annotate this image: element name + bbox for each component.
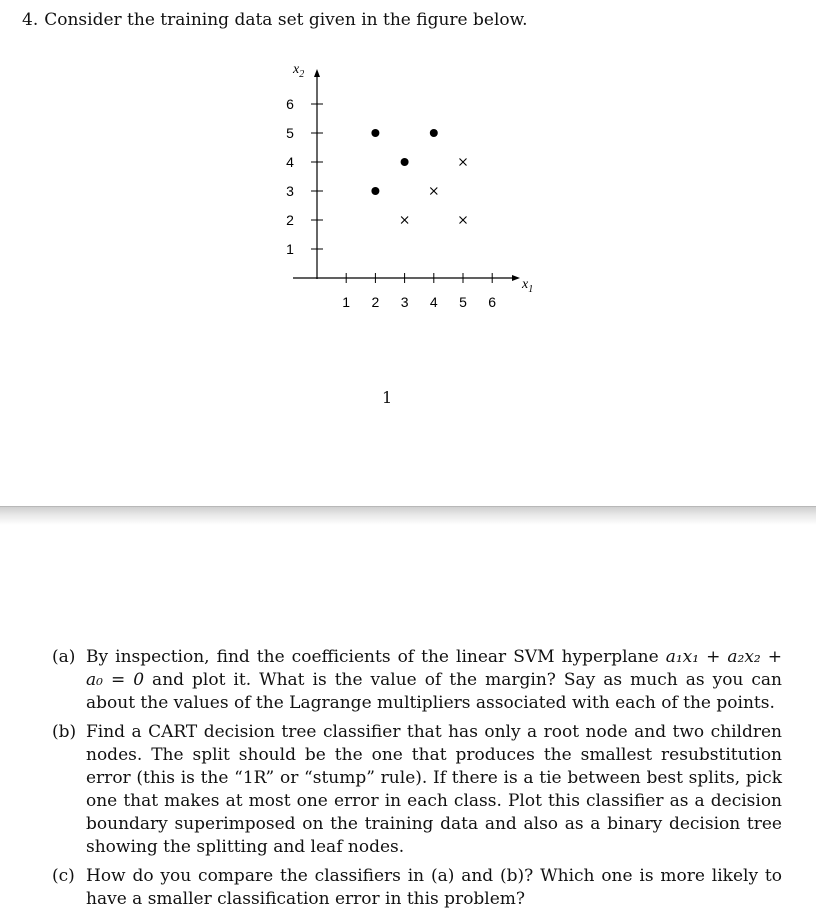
dot-point <box>430 129 438 137</box>
cross-point <box>460 159 467 166</box>
question-heading <box>22 10 528 30</box>
data-points <box>371 129 466 224</box>
y-tick-label: 6 <box>286 96 294 112</box>
y-tick-label: 3 <box>286 183 294 199</box>
part-text-continued: and plot it. What is the value of the margin? Say as much as you can about the values of the Lagrange multipliers associated with each of the points. <box>86 670 782 713</box>
cross-point <box>401 217 408 224</box>
dot-point <box>401 158 409 166</box>
part-text: How do you compare the classifiers in (a) and (b)? Which one is more likely to have a smaller classification error in this problem? <box>86 866 782 909</box>
x-tick-label: 6 <box>488 294 497 310</box>
x-tick-label: 2 <box>371 294 380 310</box>
part-label: (a) <box>52 647 76 667</box>
y-axis-label: $x_2$ <box>293 62 305 80</box>
y-axis-arrow <box>314 69 320 77</box>
x-tick-label: 5 <box>459 294 467 310</box>
part-label: (c) <box>52 866 75 886</box>
page-number: 1 <box>382 388 393 407</box>
y-tick-label: 2 <box>286 212 294 228</box>
x-tick-label: 4 <box>429 294 438 310</box>
question-text: Consider the training data set given in the figure below. <box>44 10 528 30</box>
page-divider <box>0 506 816 525</box>
x-axis-label: $x_1$ <box>522 277 534 295</box>
x-axis-arrow <box>512 275 520 281</box>
x-tick-label: 1 <box>342 294 351 310</box>
part-b <box>52 721 782 859</box>
part-label: (b) <box>52 722 77 742</box>
y-tick-label: 5 <box>286 125 294 141</box>
cross-point <box>430 188 437 195</box>
hyperplane-equation: a₁x₁ + a₂x₂ + a₀ = 0 <box>86 647 783 690</box>
y-tick-label: 4 <box>286 154 294 170</box>
part-text: By inspection, find the coefficients of the linear SVM hyperplane <box>86 647 666 667</box>
question-number: 4. <box>22 10 39 30</box>
question-parts <box>52 646 782 917</box>
scatter-plot <box>270 55 560 325</box>
cross-point <box>460 217 467 224</box>
part-c <box>52 865 782 911</box>
part-a <box>52 646 782 715</box>
x-tick-label: 3 <box>400 294 409 310</box>
dot-point <box>371 187 379 195</box>
y-tick-label: 1 <box>286 241 294 257</box>
part-text: Find a CART decision tree classifier that has only a root node and two children nodes. The split should be the one that produces the smallest resubstitution error (this is the “1R” or “stump” rule). If there is a tie between best splits, pick one that makes at most one error in each class. Plot this classifier as a decision boundary superimposed on the training data and also as a binary decision tree showing the splitting and leaf nodes. <box>86 722 782 857</box>
dot-point <box>371 129 379 137</box>
